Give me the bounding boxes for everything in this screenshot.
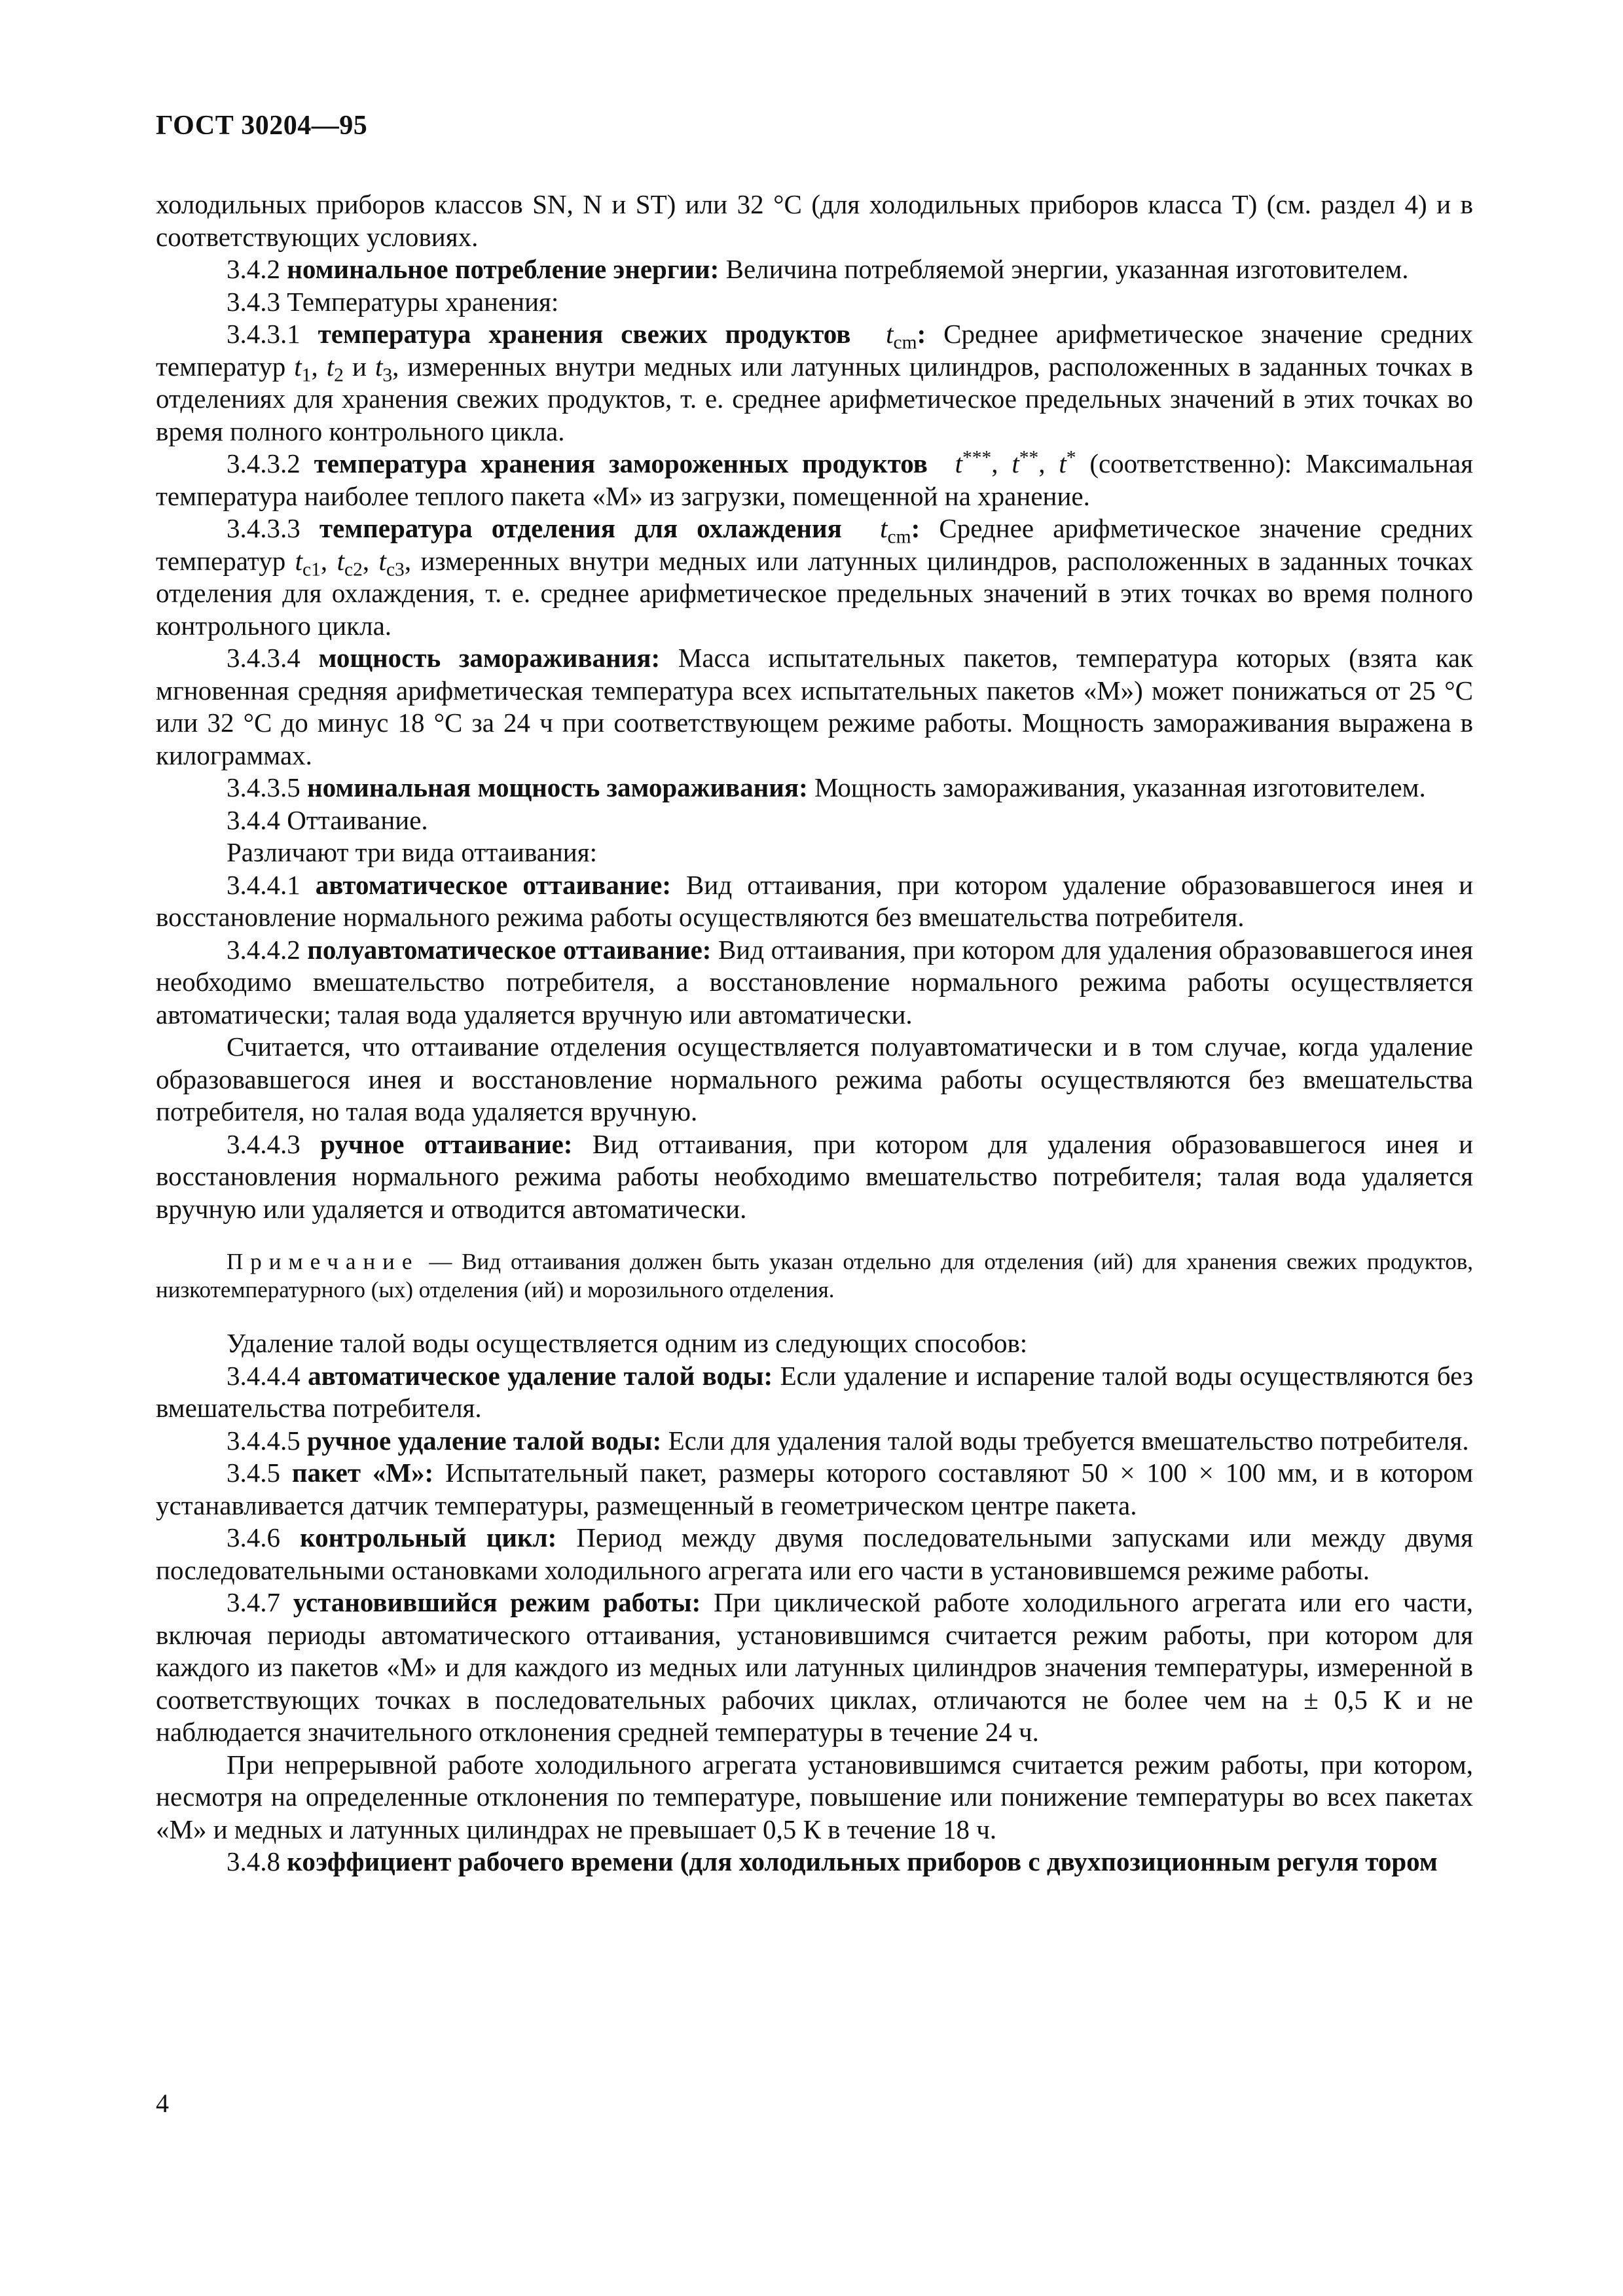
clause-number: 3.4.4.4: [227, 1360, 301, 1391]
definition: Вид оттаивания, при котором удаление образовавшегося инея и восстановление нормального режима работы осуществляются без вмешательства потребителя.: [156, 869, 1474, 932]
clause-number: 3.4.3.2: [227, 448, 301, 478]
definition: Вид оттаивания, при котором для удаления образовавшегося инея и восстановления нормального режима работы необходимо вмешательство потребителя; талая вода удаляется вручную или удаляется и отводится автоматически.: [156, 1128, 1473, 1224]
paragraph-3-4-7: [156, 1587, 1473, 1749]
term: номинальная мощность замораживания:: [307, 772, 808, 802]
page-number: 4: [156, 2089, 169, 2118]
term: мощность замораживания:: [318, 643, 661, 673]
definition: Величина потребляемой энергии, указанная изготовителем.: [725, 254, 1409, 284]
symbol: t: [294, 351, 302, 382]
paragraph-3-4-6: [156, 1522, 1473, 1587]
symbol-subscript: cm: [887, 526, 911, 548]
symbol: t: [374, 351, 383, 382]
term: пакет «М»:: [291, 1458, 434, 1488]
paragraph-3-4-3-1: [156, 318, 1473, 448]
paragraph-3-4-3-3: [156, 512, 1473, 642]
paragraph-3-4-2: [156, 253, 1473, 286]
clause-number: 3.4.3.3: [227, 513, 301, 543]
definition: Вид оттаивания, при котором для удаления образовавшегося инея необходимо вмешательство потребителя, а восстановление нормального режима работы осуществляется автоматически; талая вода удаляется вручную или автоматически.: [156, 934, 1473, 1030]
separator: ,: [1038, 448, 1059, 478]
definition: , измеренных внутри медных или латунных цилиндров, расположенных в заданных точках отделения для охлаждения, т. е. среднее арифметическое предельных значений в этих точках во время полного контрольного цикла.: [156, 545, 1474, 641]
term: контрольный цикл:: [300, 1522, 557, 1552]
paragraph: Считается, что оттаивание отделения осуществляется полуавтоматически и в том случае, когда удаление образовавшегося инея и восстановление нормального режима работы осуществляются без вмешательства потребителя, но талая вода удаляется вручную.: [156, 1031, 1473, 1126]
note: [156, 1247, 1473, 1304]
note-text: Вид оттаивания должен быть указан отдельно для отделения (ий) для хранения свежих продуктов, низкотемпературного (ых) отделения (ий) и морозильного отделения.: [156, 1249, 1473, 1302]
definition: Среднее арифметическое значение средних температур: [156, 319, 1474, 382]
separator: ,: [362, 545, 379, 576]
paragraph-3-4-4-4: [156, 1360, 1473, 1425]
note-label: Примечание: [227, 1249, 420, 1274]
term: коэффициент рабочего времени (для холодильных приборов с двухпозиционным регуля тором: [287, 1846, 1438, 1876]
term: ручное оттаивание:: [320, 1128, 573, 1159]
paragraph-3-4-4-2: [156, 934, 1473, 1031]
paragraph-3-4-5: [156, 1457, 1473, 1522]
definition: , измеренных внутри медных или латунных цилиндров, расположенных в заданных точках в отделениях для хранения свежих продуктов, т. е. среднее арифметическое предельных значений в этих точках во время полного контрольного цикла.: [156, 351, 1474, 446]
definition: При циклической работе холодильного агрегата или его части, включая периоды автоматического оттаивания, установившимся считается режим работы, при котором для каждого из пакетов «М» и для каждого из медных или латунных цилиндров значения температуры, измеренной в соответствующих точках в последовательных рабочих циклах, отличаются не более чем на ± 0,5 К и не наблюдается значительного отклонения средней температуры в течение 24 ч.: [156, 1587, 1473, 1747]
symbol-subscript: cm: [893, 332, 917, 353]
symbol: t: [955, 448, 962, 478]
symbol: t: [295, 545, 303, 576]
symbol: t: [337, 545, 344, 576]
paragraph-3-4-3-2: [156, 448, 1473, 512]
term: установившийся режим работы:: [293, 1587, 701, 1617]
paragraph: При непрерывной работе холодильного агрегата установившимся считается режим работы, при котором, несмотря на определенные отклонения по температуре, повышение или понижение температуры во всех пакетах «М» и медных и латунных цилиндрах не превышает 0,5 К в течение 18 ч.: [156, 1749, 1473, 1844]
paragraph-3-4-8: [156, 1846, 1473, 1878]
note-dash: —: [419, 1249, 462, 1274]
clause-text: Температуры хранения:: [287, 286, 559, 317]
clause-number: 3.4.3.1: [227, 319, 301, 349]
clause-number: 3.4.2: [227, 254, 280, 284]
separator: ,: [320, 545, 337, 576]
term: температура хранения замороженных продуктов: [314, 448, 928, 478]
definition: Среднее арифметическое значение средних температур: [156, 513, 1474, 576]
symbol-subscript: 1: [301, 364, 312, 386]
term: полуавтоматическое оттаивание:: [307, 934, 712, 965]
symbol-superscript: **: [1019, 447, 1039, 469]
symbol-superscript: *: [1066, 447, 1076, 469]
symbol: t: [1012, 448, 1019, 478]
symbol: t: [880, 513, 888, 543]
term: автоматическое оттаивание:: [315, 869, 671, 900]
paragraph: холодильных приборов классов SN, N и ST) или 32 °С (для холодильных приборов класса Т) (см. раздел 4) и в соответствующих условиях.: [156, 189, 1473, 252]
symbol-superscript: ***: [962, 447, 992, 469]
clause-number: 3.4.3.5: [227, 772, 301, 802]
clause-number: 3.4.8: [227, 1846, 280, 1876]
definition: Испытательный пакет, размеры которого составляют 50 × 100 × 100 мм, и в котором устанавливается датчик температуры, размещенный в геометрическом центре пакета.: [156, 1458, 1474, 1520]
symbol-subscript: c1: [302, 558, 321, 580]
definition: Если для удаления талой воды требуется вмешательство потребителя.: [668, 1425, 1469, 1456]
paragraph-3-4-3-5: [156, 772, 1473, 804]
paragraph-3-4-4-3: [156, 1128, 1473, 1226]
term: номинальное потребление энергии:: [287, 254, 720, 284]
paragraph-3-4-3: [156, 286, 1473, 319]
clause-number: 3.4.4.5: [227, 1425, 301, 1456]
paragraph-3-4-4: [156, 804, 1473, 837]
term: температура хранения свежих продуктов: [318, 319, 851, 349]
term: температура отделения для охлаждения: [319, 513, 842, 543]
symbol-subscript: c3: [386, 558, 405, 580]
clause-number: 3.4.6: [227, 1522, 280, 1552]
symbol-subscript: c2: [344, 558, 363, 580]
definition: Мощность замораживания, указанная изготовителем.: [814, 772, 1426, 802]
definition: (соответственно): Максимальная температура наиболее теплого пакета «М» из загрузки, помещенной на хранение.: [156, 448, 1474, 511]
symbol: t: [378, 545, 386, 576]
colon: :: [917, 319, 926, 349]
symbol: t: [886, 319, 894, 349]
clause-number: 3.4.5: [227, 1458, 280, 1488]
symbol-subscript: 2: [334, 364, 344, 386]
paragraph-3-4-4-1: [156, 869, 1473, 934]
paragraph-3-4-4-5: [156, 1425, 1473, 1458]
symbol-subscript: 3: [382, 364, 393, 386]
document-body: [156, 188, 1473, 1878]
clause-text: Оттаивание.: [287, 804, 428, 835]
separator: ,: [311, 351, 327, 382]
clause-number: 3.4.3.4: [227, 643, 301, 673]
paragraph: Удаление талой воды осуществляется одним из следующих способов:: [227, 1328, 1028, 1358]
term: ручное удаление талой воды:: [307, 1425, 662, 1456]
clause-number: 3.4.4.1: [227, 869, 301, 900]
definition: Период между двумя последовательными запусками или между двумя последовательными остановками холодильного агрегата или его части в установившемся режиме работы.: [156, 1522, 1474, 1585]
clause-number: 3.4.4: [227, 804, 280, 835]
clause-number: 3.4.3: [227, 286, 280, 317]
paragraph: Различают три вида оттаивания:: [227, 837, 597, 867]
definition: Масса испытательных пакетов, температура которых (взята как мгновенная средняя арифметическая температура всех испытательных пакетов «М») может понижаться от 25 °С или 32 °С до минус 18 °С за 24 ч при соответствующем режиме работы. Мощность замораживания выражена в килограммах.: [156, 643, 1474, 770]
paragraph-3-4-3-4: [156, 642, 1473, 772]
clause-number: 3.4.7: [227, 1587, 280, 1617]
clause-number: 3.4.4.3: [227, 1128, 301, 1159]
term: автоматическое удаление талой воды:: [308, 1360, 773, 1391]
symbol: t: [1059, 448, 1067, 478]
separator: ,: [991, 448, 1012, 478]
clause-number: 3.4.4.2: [227, 934, 301, 965]
separator: и: [343, 351, 375, 382]
document-header: ГОСТ 30204—95: [156, 111, 368, 141]
symbol: t: [326, 351, 335, 382]
colon: :: [911, 513, 921, 543]
definition: Если удаление и испарение талой воды осуществляются без вмешательства потребителя.: [156, 1360, 1474, 1423]
